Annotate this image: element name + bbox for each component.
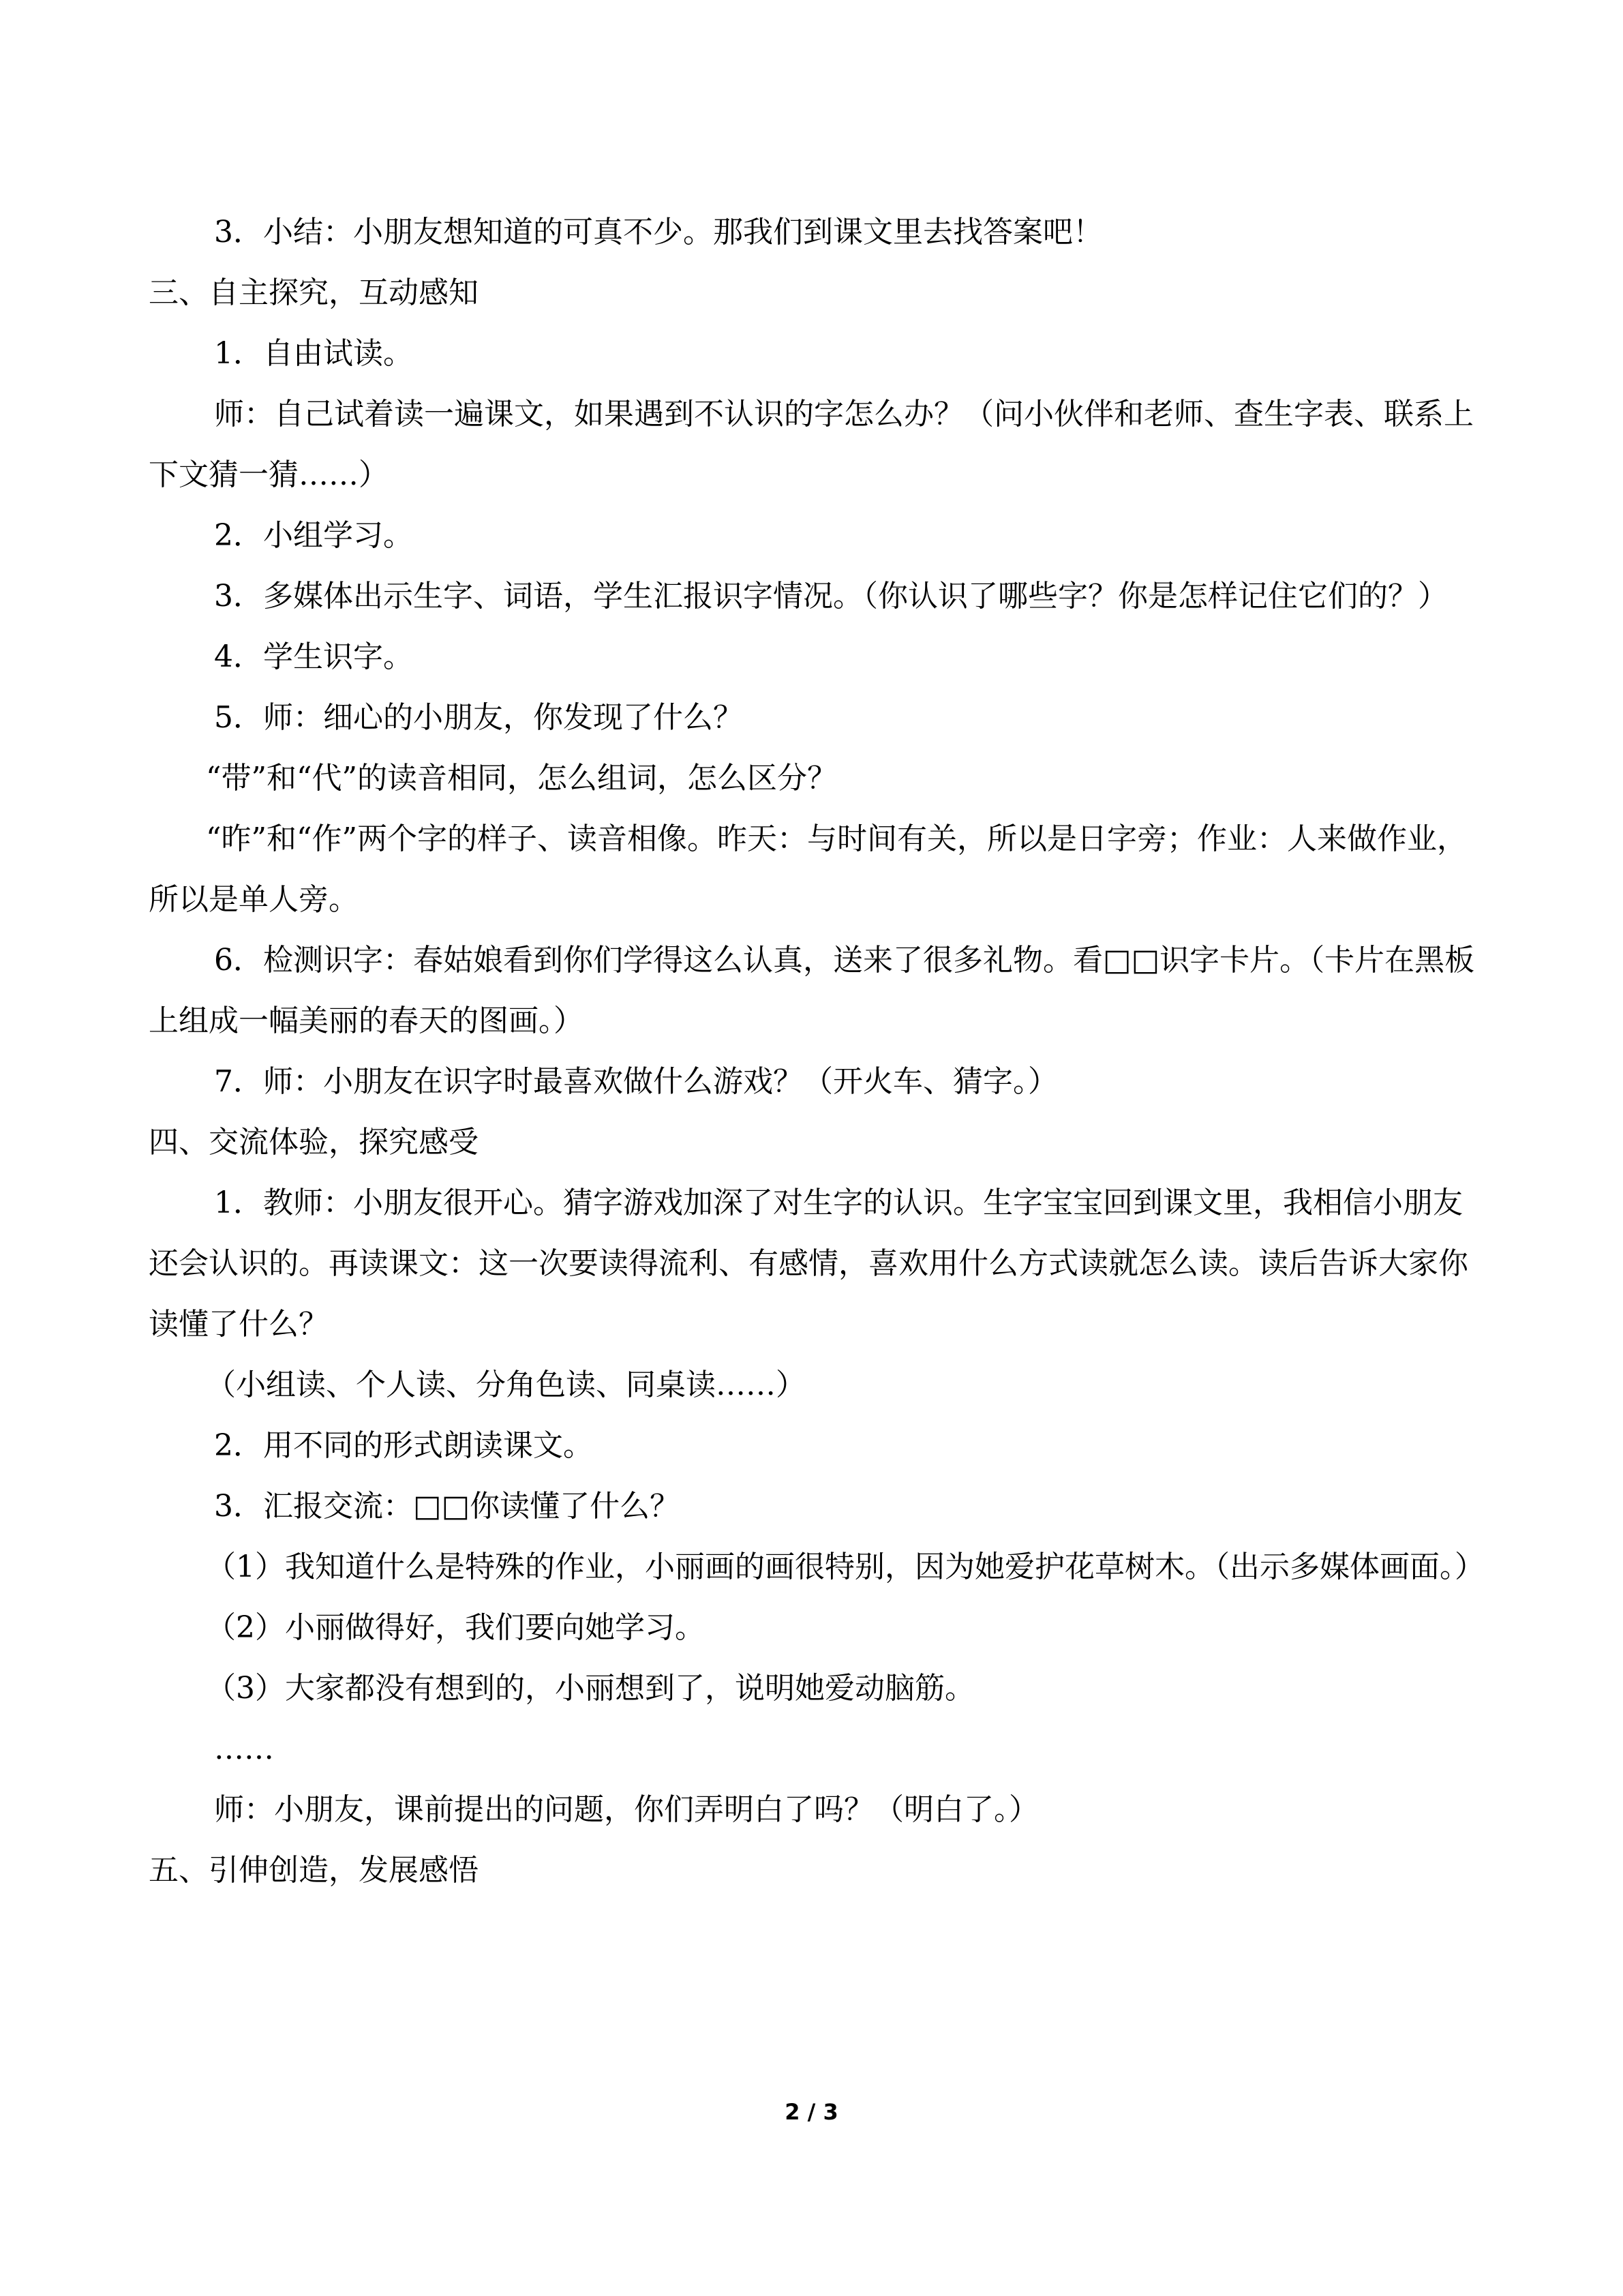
paragraph: （小组读、个人读、分角色读、同桌读……） — [206, 1368, 806, 1402]
paragraph: 3．汇报交流：□□你读懂了什么？ — [214, 1489, 680, 1524]
paragraph: 1．自由试读。 — [214, 336, 413, 371]
paragraph: 2．用不同的形式朗读课文。 — [214, 1428, 593, 1463]
ellipsis-line: …… — [214, 1732, 274, 1766]
section-heading: 三、自主探究，互动感知 — [149, 275, 479, 310]
paragraph: （3）大家都没有想到的，小丽想到了，说明她爱动脑筋。 — [206, 1671, 975, 1706]
paragraph: 4．学生识字。 — [214, 639, 413, 674]
paragraph: 3．多媒体出示生字、词语，学生汇报识字情况。（你认识了哪些字？你是怎样记住它们的？） — [214, 579, 1448, 614]
paragraph: （1）我知道什么是特殊的作业，小丽画的画很特别，因为她爱护花草树木。（出示多媒体画面。） — [206, 1550, 1485, 1584]
section-heading: 四、交流体验，探究感受 — [149, 1125, 479, 1160]
page-number: 2 / 3 — [785, 2099, 838, 2125]
paragraph: 7．师：小朋友在识字时最喜欢做什么游戏？（开火车、猜字。） — [214, 1064, 1058, 1099]
paragraph: 1．教师：小朋友很开心。猜字游戏加深了对生字的认识。生字宝宝回到课文里，我相信小朋友还会认识的。再读课文：这一次要读得流利、有感情，喜欢用什么方式读就怎么读。读后告诉大家你读懂了什么？ — [149, 1185, 1468, 1342]
paragraph: 2．小组学习。 — [214, 518, 413, 553]
paragraph: 6．检测识字：春姑娘看到你们学得这么认真，送来了很多礼物。看□□识字卡片。（卡片在黑板上组成一幅美丽的春天的图画。） — [149, 943, 1475, 1038]
paragraph: “带”和“代”的读音相同，怎么组词，怎么区分？ — [206, 761, 837, 796]
paragraph: 师：自己试着读一遍课文，如果遇到不认识的字怎么办？（问小伙伴和老师、查生字表、联系上下文猜一猜……） — [149, 397, 1474, 492]
paragraph: 师：小朋友，课前提出的问题，你们弄明白了吗？（明白了。） — [214, 1792, 1039, 1827]
paragraph: 5．师：细心的小朋友，你发现了什么？ — [214, 700, 743, 735]
document-body — [149, 202, 1485, 1901]
section-heading: 五、引伸创造，发展感悟 — [149, 1853, 479, 1888]
paragraph: “昨”和“作”两个字的样子、读音相像。昨天：与时间有关，所以是日字旁；作业：人来做作业，所以是单人旁。 — [149, 821, 1467, 917]
paragraph: （2）小丽做得好，我们要向她学习。 — [206, 1610, 705, 1645]
paragraph: 3．小结：小朋友想知道的可真不少。那我们到课文里去找答案吧！ — [214, 215, 1103, 250]
